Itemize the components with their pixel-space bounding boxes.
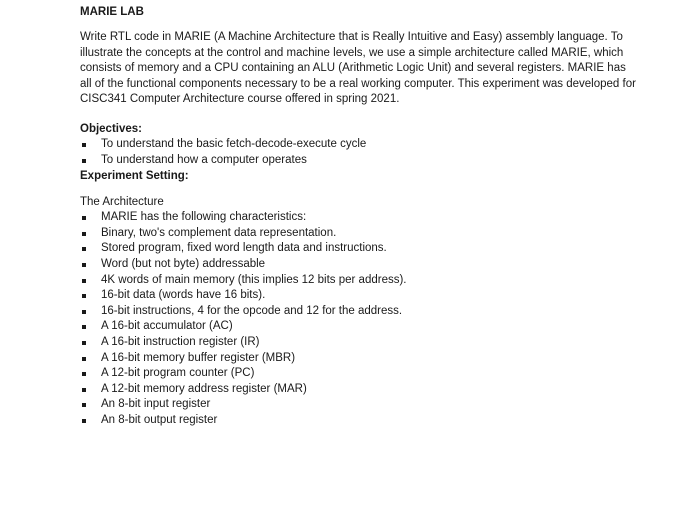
architecture-list xyxy=(80,210,640,428)
list-item: To understand how a computer operates xyxy=(80,153,640,169)
list-item: An 8-bit input register xyxy=(80,397,640,413)
document-title: MARIE LAB xyxy=(80,6,144,18)
experiment-setting-heading: Experiment Setting: xyxy=(80,170,189,183)
list-item: A 16-bit instruction register (IR) xyxy=(80,335,640,351)
list-item: An 8-bit output register xyxy=(80,413,640,429)
list-item: Word (but not byte) addressable xyxy=(80,257,640,273)
list-item: A 12-bit program counter (PC) xyxy=(80,366,640,382)
list-item: A 16-bit accumulator (AC) xyxy=(80,319,640,335)
objectives-list xyxy=(80,137,640,168)
intro-paragraph: Write RTL code in MARIE (A Machine Architecture that is Really Intuitive and Easy) assembly language. To illustrate the concepts at the control and machine levels, we use a simple architecture called MARIE, which consists of memory and a CPU containing an ALU (Arithmetic Logic Unit) and several registers. MARIE has all of the functional components necessary to be a real working computer. This experiment was developed for CISC341 Computer Architecture course offered in spring 2021. xyxy=(80,31,636,106)
list-item: MARIE has the following characteristics: xyxy=(80,210,640,226)
list-item: 16-bit data (words have 16 bits). xyxy=(80,288,640,304)
document-page xyxy=(80,4,640,428)
list-item: Stored program, fixed word length data and instructions. xyxy=(80,241,640,257)
objectives-heading: Objectives: xyxy=(80,122,142,135)
list-item: A 12-bit memory address register (MAR) xyxy=(80,382,640,398)
list-item: 16-bit instructions, 4 for the opcode and 12 for the address. xyxy=(80,304,640,320)
list-item: To understand the basic fetch-decode-execute cycle xyxy=(80,137,640,153)
list-item: 4K words of main memory (this implies 12 bits per address). xyxy=(80,273,640,289)
list-item: A 16-bit memory buffer register (MBR) xyxy=(80,351,640,367)
list-item: Binary, two's complement data representation. xyxy=(80,226,640,242)
architecture-subheading: The Architecture xyxy=(80,196,164,209)
